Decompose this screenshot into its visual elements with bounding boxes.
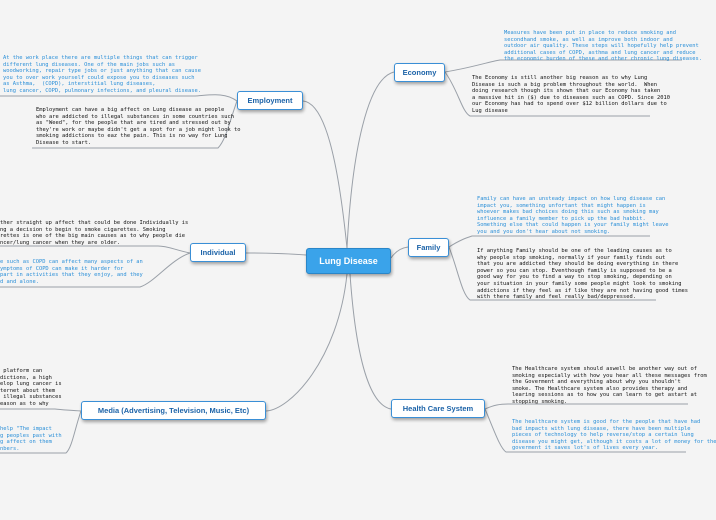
link-media-note-1 [0, 409, 81, 411]
link-central-individual [246, 253, 306, 255]
link-central-health [350, 274, 391, 409]
link-employment-note-1 [0, 95, 237, 101]
note-economy-reduce-smoking: Measures have been put in place to reduce smoking and secondhand smoke, as well as improve both indoor and outdoor air quality. These steps will hopefully help prevent additional cases of COPD, asthma and lung cancer and reduce the economic burden of these and other chronic lung diseases. [504, 30, 702, 63]
link-family-note-1 [449, 236, 650, 247]
link-individual-note-1 [0, 246, 190, 253]
note-media-impact: help "The impact g peoples past with g affect on them nbers. [0, 426, 62, 452]
note-individual-decision: ther straight up affect that could be done Individually is ng a decision to begin to smoke cigarettes. Smoking rettes is one of the big main causes as to why people die ncer/lung cancer when they are older. [0, 220, 189, 246]
topic-node-employment[interactable]: Employment [237, 91, 303, 110]
topic-node-economy[interactable]: Economy [394, 63, 445, 82]
note-economy-cost: The Economy is still another big reason as to why Lung Disease is such a big problem throughout the world. When doing research though its shown that our Economy has taken a massive hit in ($) due to diseases such as COPD. Since 2010 our Economy has had to spend over $12 billion dollars due to Lug disease [472, 75, 670, 114]
note-media-platform: platform can dictions, a high elop lung cancer is ternet about them illegal substances eason as to why [0, 368, 62, 407]
topic-node-health-care-system[interactable]: Health Care System [391, 399, 485, 418]
link-central-employment [303, 101, 347, 248]
note-health-technology: The healthcare system is good for the people that have had bad impacts with lung disease, there have been multiple pieces of technology to help reverse/stop a certain lung disease you might get, although it costs a lot of money for the goverment it saves lot's of lives every year. [512, 419, 716, 452]
central-node-lung-disease[interactable]: Lung Disease [306, 248, 391, 274]
link-central-family [391, 247, 408, 258]
link-central-media [266, 274, 347, 411]
note-health-therapy: The Healthcare system should aswell be another way out of smoking especially with how you hear all these messages from the Goverment and everything about why you shouldn't smoke. The Healthcare system also provides therapy and learing sessions as to how you can learn to get astart at stopping smoking. [512, 366, 707, 405]
note-employment-addiction: Employment can have a big affect on Lung disease as people who are addicted to illegal substances in some countries such as "Weed", for the people that are tired and stressed out by they're work or maybe didn't get a spot for a job might look to smoking addictions to eaz the pain. This is no way for Lung Disease to start. [36, 107, 241, 146]
topic-node-family[interactable]: Family [408, 238, 449, 257]
note-family-stop-smoking: If anything Family should be one of the leading causes as to why people stop smoking, normally if your family finds out that you are addicted they should be doing everything in there power so you can stop. Eventhough family is supposed to be a good way for you to find a way to stop smoking, depending on your situation in your family some people might look to smoking addictions if they feel as if like they are not having good times with there family and feel really bad/deppressed. [477, 248, 688, 301]
note-individual-copd: e such as COPD can affect many aspects of an ymptoms of COPD can make it harder for part in activities that they enjoy, and they d and alone. [0, 259, 143, 285]
note-employment-workplace: At the work place there are multiple things that can trigger different lung diseases. One of the main jobs such as woodworking, repair type jobs or just anything that can cause you to over work yourself could expose you to diseases such as Asthma, (COPD), interstitial lung diseases, lung cancer, COPD, pulmonary infections, and pleural disease. [3, 55, 201, 94]
note-family-influence: Family can have an unsteady impact on how lung disease can impact you, something unfortant that might happen is whoever makes bad choices doing this such as smoking may influence a family member to pick up the bad habbit. Something else that could happen is your family might leave you and you don't hear about not smoking. [477, 196, 669, 235]
topic-node-individual[interactable]: Individual [190, 243, 246, 262]
link-central-economy [347, 72, 394, 248]
topic-node-media[interactable]: Media (Advertising, Television, Music, Etc) [81, 401, 266, 420]
